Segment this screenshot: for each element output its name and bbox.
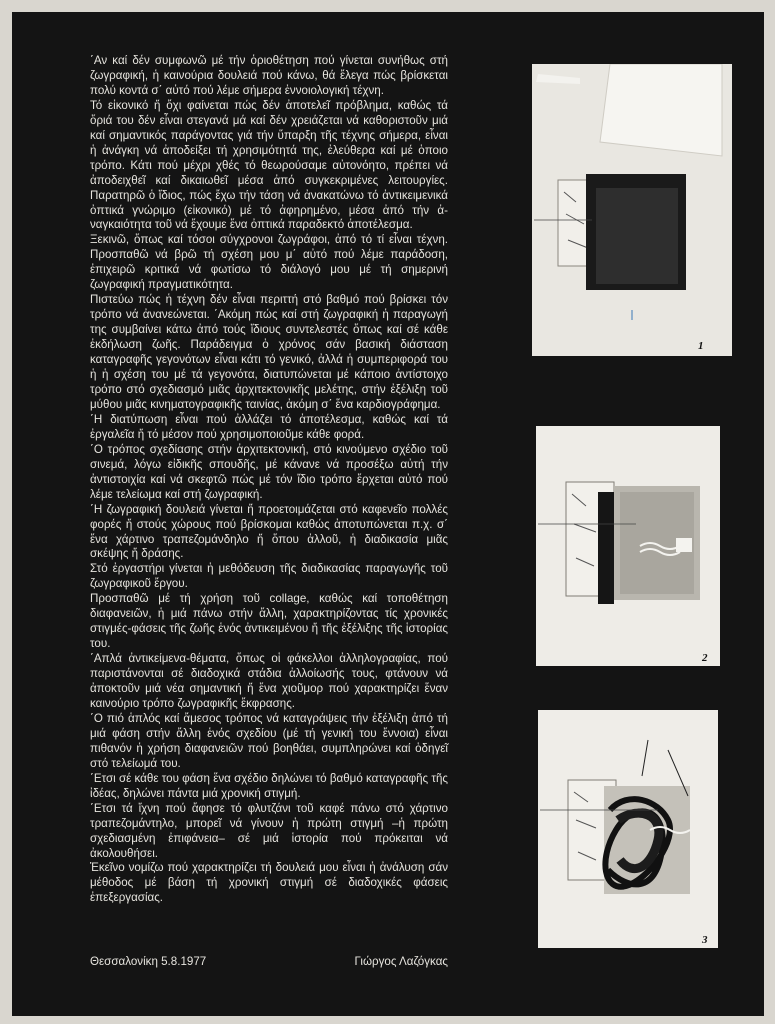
artwork-plate-2 xyxy=(536,426,720,666)
paragraph: ΄Η διατύπωση εἶναι πού ἀλλάζει τό ἀποτέλεσμα, καθώς καί τά ἐργαλεῖα ἤ τό μέσον πού χρησιμοποιοῦμε κάθε φορά. xyxy=(90,412,448,441)
author-name: Γιώργος Λαζόγκας xyxy=(354,955,448,968)
paragraph: ΄Ο πιό ἁπλός καί ἄμεσος τρόπος νά καταγράψεις τήν ἐξέλιξη ἀπό τή μιά φάση στήν ἄλλη ἑνός σχεδίου (μέ τή γενική του ἔννοια) εἶναι πιθανόν ἡ χρήση διαφανειῶν πού βοηθάει, συμπληρώνει καί ὁδηγεῖ στό τελείωμά του. xyxy=(90,711,448,770)
plate-number: 1 xyxy=(698,340,704,352)
paragraph: ΄Η ζωγραφική δουλειά γίνεται ἤ προετοιμάζεται στό καφενεῖο πολλές φορές ἤ στούς χώρους πού βρίσκομαι καθώς ἀποτυπώνεται π.χ. σ΄ ἕνα χάρτινο τραπεζομάνδηλο ἤ ὅπου ἀλλοῦ, ἡ διαδικασία μιᾶς σκέψης ἤ δράσης. xyxy=(90,502,448,561)
paragraph: ΄Ο τρόπος σχεδίασης στήν ἀρχιτεκτονική, στό κινούμενο σχέδιο τοῦ σινεμά, λόγω εἰδικῆς σπουδῆς, μέ κάνανε νά προσέξω αὐτή τήν ἀντιστοιχία καί νά σκεφτῶ πώς μέ τόν ἴδιο τρόπο ἔρχεται αὐτό πού λέμε τελείωμα καί στή ζωγραφική. xyxy=(90,442,448,501)
paragraph: ΄Απλά ἀντικείμενα-θέματα, ὅπως οἱ φάκελλοι ἀλληλογραφίας, πού παριστάνονται σέ διαδοχικά στάδια ἀλλοίωσής τους, φτάνουν νά ἀποκτοῦν μιά νέα σημαντική ἤ ἕνα χιοῦμορ πού χαρακτηρίζει ἕναν καινούριο τρόπο ζωγραφικῆς ἔκφρασης. xyxy=(90,652,448,710)
paragraph: Στό ἐργαστήρι γίνεται ἡ μεθόδευση τῆς διαδικασίας παραγωγῆς τοῦ ζωγραφικοῦ ἔργου. xyxy=(90,562,448,591)
artwork-plate-3 xyxy=(538,710,718,948)
paragraph: ΄Ετσι σέ κάθε του φάση ἕνα σχέδιο δηλώνει τό βαθμό καταγραφῆς τῆς ἰδέας, δηλώνει πάντα μιά χρονική στιγμή. xyxy=(90,771,448,800)
plate-number: 3 xyxy=(702,934,708,946)
paragraph: Πιστεύω πώς ἡ τέχνη δέν εἶναι περιττή στό βαθμό πού βρίσκει τόν τρόπο νά ἀνανεώνεται. ΄Ακόμη πώς καί στή ζωγραφική ἡ παραγωγή της συμβαίνει κάτω ἀπό τούς ἴδιους συντελεστές ὅπως καί σέ κάθε ἐκδήλωση ζωῆς. Παράδειγμα ὁ χρόνος σάν βασική διάσταση καταγραφῆς γεγονότων εἶναι κάτι τό γενικό, ἀλλά ἡ συμπεριφορά του ἡ ἡ σχέση του μέ τά γεγονότα, διατυπώνεται μέ κάποιο ἀντίστοιχο τρόπο στό σχεδιασμό μιᾶς ἀρχιτεκτονικῆς μελέτης, στήν ἐξέλιξη τοῦ μύθου μιᾶς κινηματογραφικῆς ταινίας, ἀκόμη σ΄ ἕνα καρδιογράφημα. xyxy=(90,293,448,411)
place-date: Θεσσαλονίκη 5.8.1977 xyxy=(90,955,207,968)
signature-line xyxy=(90,955,448,968)
plate-number: 2 xyxy=(702,652,708,664)
magazine-page xyxy=(12,12,764,1016)
paragraph: Προσπαθῶ μέ τή χρήση τοῦ collage, καθώς καί τοποθέτηση διαφανειῶν, ἡ μιά πάνω στήν ἄλλη, χαρακτηρίζοντας τίς χρονικές στιγμές-φάσεις τῆς ζωῆς ἑνός ἀντικειμένου ἤ τῆς ἐξέλιξης τῆς ἱστορίας του. xyxy=(90,592,448,651)
collage-image xyxy=(532,64,732,356)
artwork-plate-1 xyxy=(532,64,732,356)
paragraph: ΄Αν καί δέν συμφωνῶ μέ τήν ὁριοθέτηση πού γίνεται συνήθως στή ζωγραφική, ἡ καινούρια δουλειά πού κάνω, θά ἔλεγα πώς βρίσκεται πολύ κοντά σ΄ αὐτό πού λέμε σήμερα ἐννοιολογική τέχνη. xyxy=(90,54,448,97)
collage-image xyxy=(538,710,718,948)
paragraph: ΄Ετσι τά ἴχνη πού ἄφησε τό φλυτζάνι τοῦ καφέ πάνω στό χάρτινο τραπεζομάντηλο, μπορεῖ νά γίνουν ἡ πρώτη στιγμή –ἡ πρώτη σχεδιασμένη ἐπιφάνεια– σέ μιά ἱστορία πού πρόκειται νά ἀκολουθήσει. xyxy=(90,801,448,860)
article-body xyxy=(90,54,448,906)
paragraph: Ξεκινῶ, ὅπως καί τόσοι σύγχρονοι ζωγράφοι, ἀπό τό τί εἶναι τέχνη. Προσπαθῶ νά βρῶ τή σχέση μου μ΄ αὐτό πού λέμε παράδοση, ἐπιχειρῶ κριτικά νά φωτίσω τό διάλογό μου μέ τή σημερινή ζωγραφική πραγματικότητα. xyxy=(90,233,448,292)
paragraph: Ἐκεῖνο νομίζω πού χαρακτηρίζει τή δουλειά μου εἶναι ἡ ἀνάλυση σάν μέθοδος μέ βάση τή χρονική στιγμή σέ διαδοχικές φάσεις ἐπεξεργασίας. xyxy=(90,861,448,905)
paragraph: Τό εἰκονικό ἤ ὄχι φαίνεται πώς δέν ἀποτελεῖ πρόβλημα, καθώς τά ὅριά του δέν εἶναι στεγανά μά καί δέν χρειάζεται νά καθοριστοῦν μιά καί σημαντικός παράγοντας γιά τήν ὕπαρξη τῆς τέχνης σήμερα, εἶναι ἡ ἀνάγκη νά ἀποδείξει τή χρησιμότητά της, ἐλεύθερα καί μέ ὁποιο τρόπο. Κάτι πού μέχρι χθές τό θεωρούσαμε αὐτονόητο, πρέπει νά ἀποδειχθεῖ καί δικαιωθεῖ μέσα ἀπό συγκεκριμένες λειτουργίες. Παρατηρῶ ὁ ἴδιος, πώς ἔχω τήν τάση νά ἀνακατώνω τό ἀντικειμενικά ὀπτικά γνώριμο (εἰκονικό) μέ τό ἀφηρημένο, μέσα ἀπό τήν ἀναγκαιότητα τοῦ νά ἔχουμε ἕνα ὀπτικά παραδεκτό ἀποτέλεσμα. xyxy=(90,98,448,232)
collage-image xyxy=(536,426,720,666)
